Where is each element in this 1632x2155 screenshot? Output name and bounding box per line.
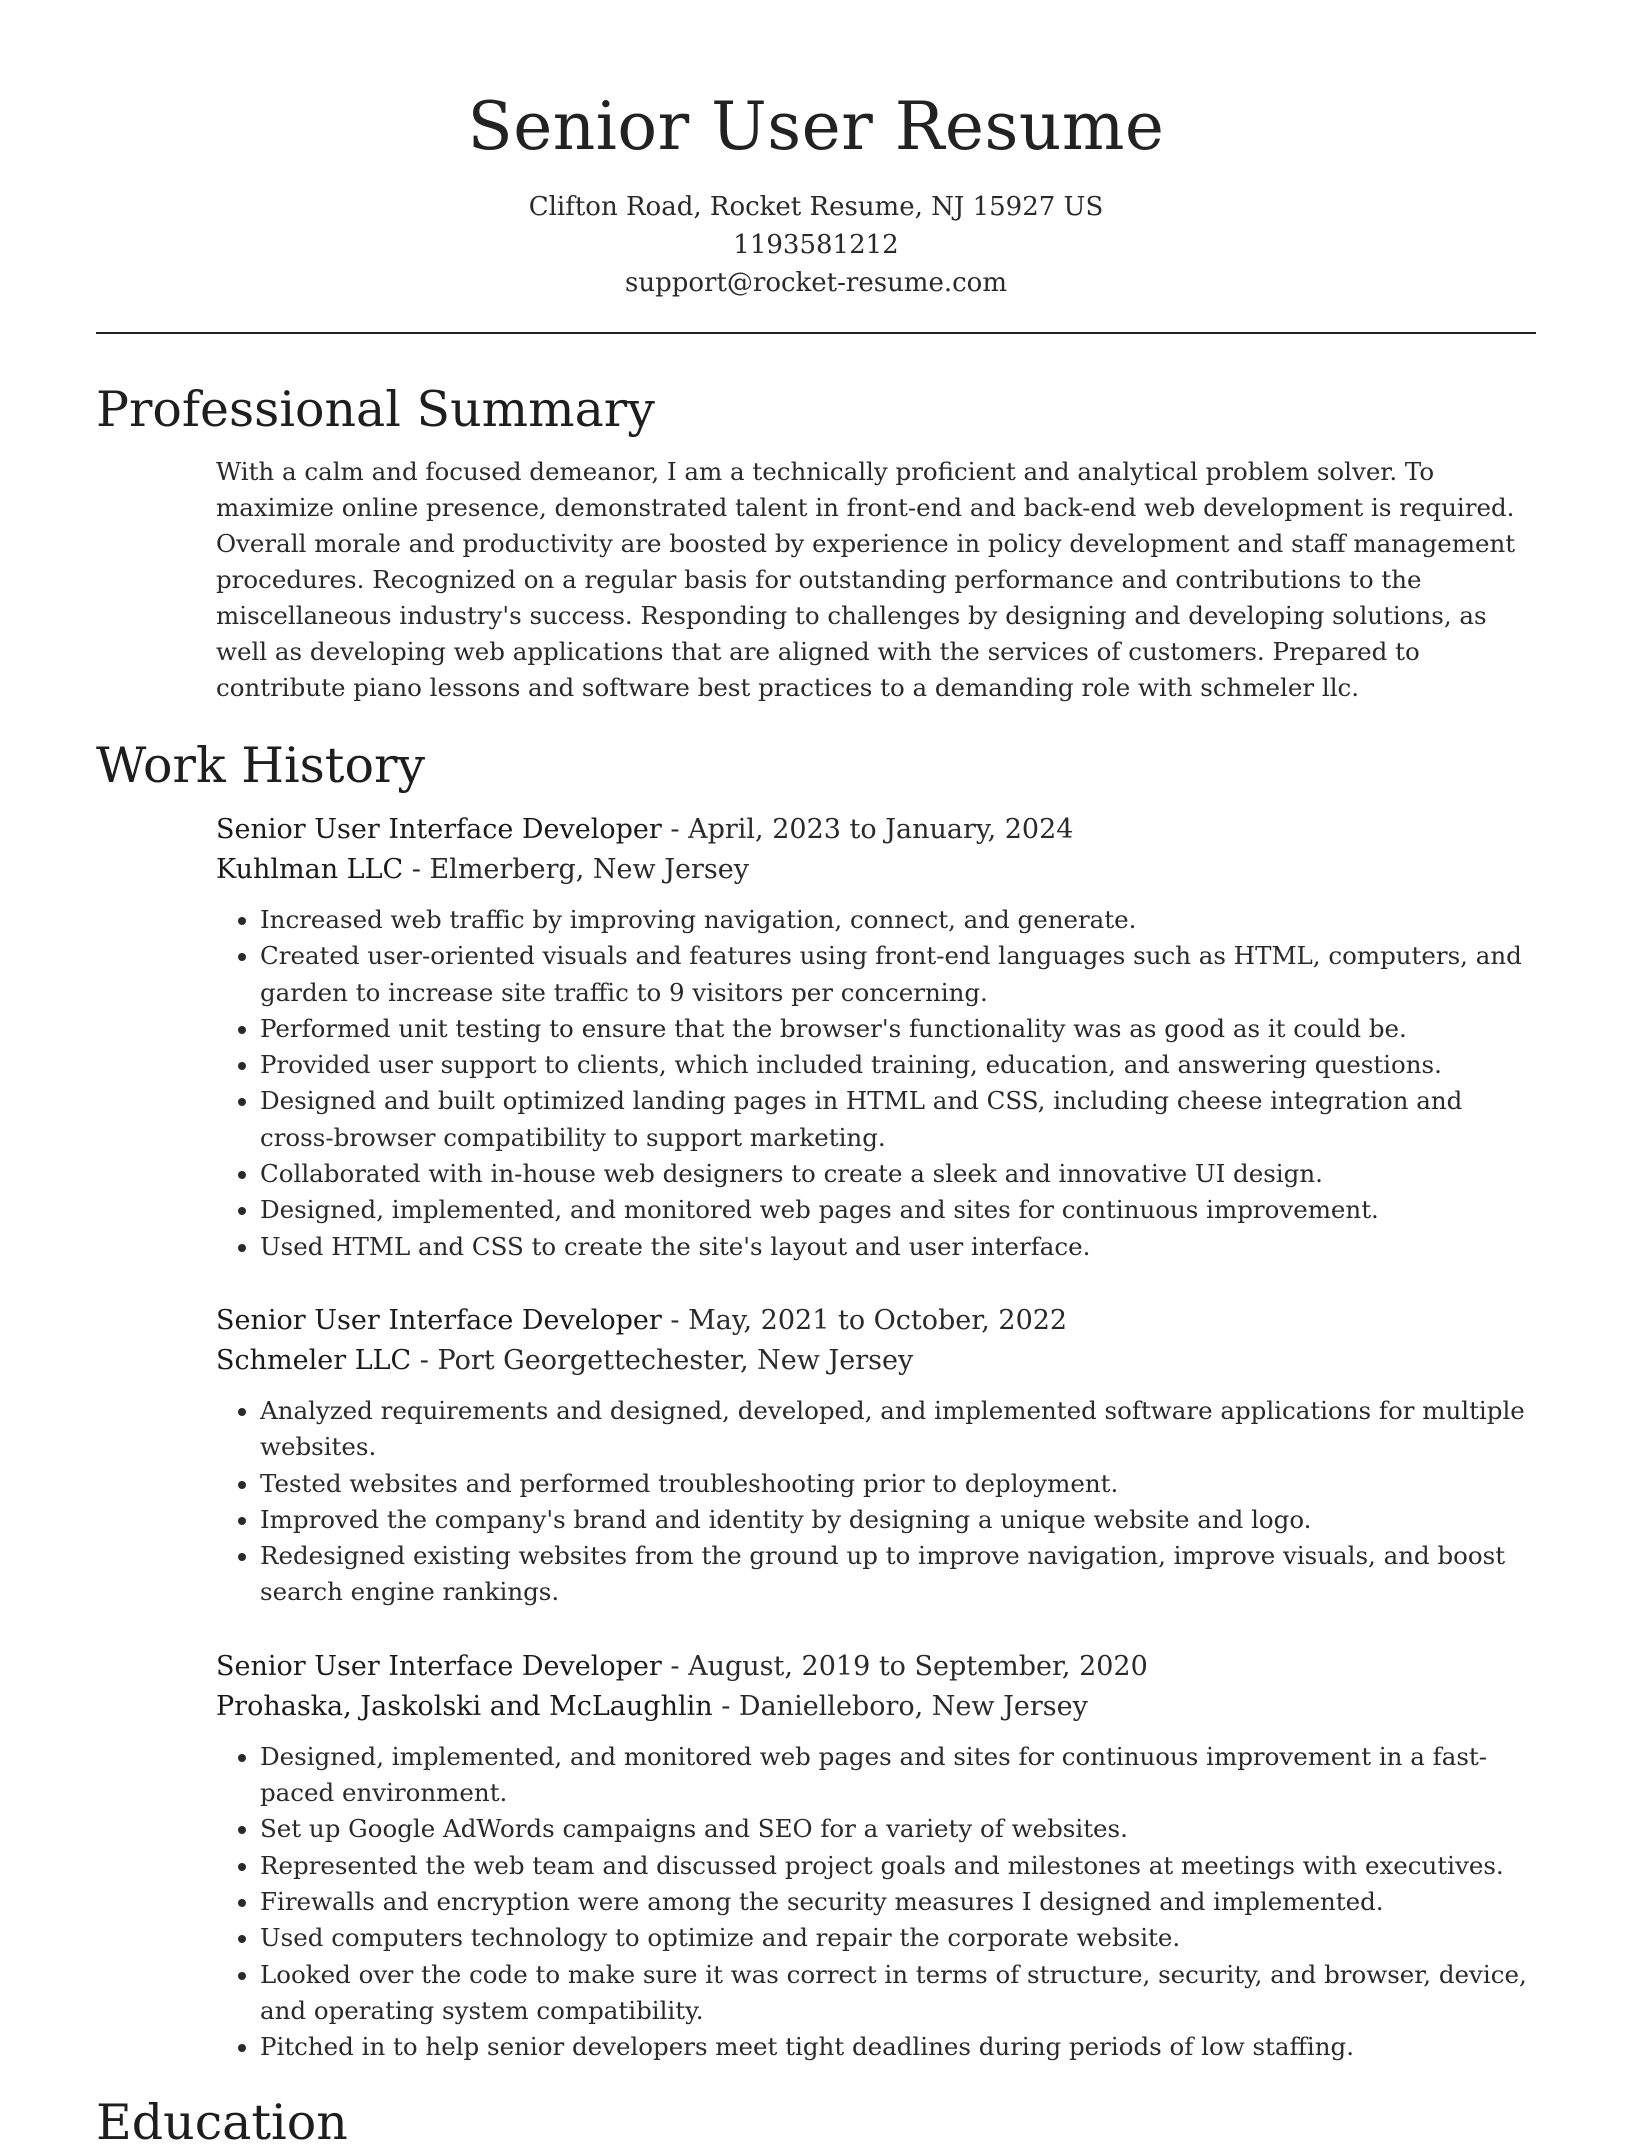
job-title-line (216, 1647, 1536, 1687)
job-bullet: • Used computers technology to optimize and repair the corporate website. (260, 1920, 1536, 1956)
header-divider (96, 332, 1536, 334)
job-bullet: • Designed and built optimized landing pages in HTML and CSS, including cheese integration and cross-browser compatibility to support marketing. (260, 1083, 1536, 1156)
job-bullet: • Increased web traffic by improving navigation, connect, and generate. (260, 902, 1536, 938)
job-title-line (216, 1301, 1536, 1341)
job-company-line (216, 1341, 1536, 1381)
job-bullets (216, 902, 1536, 1265)
job-dates: - August, 2019 to September, 2020 (661, 1650, 1148, 1682)
job-entry (216, 810, 1536, 1265)
job-entry (216, 1647, 1536, 2066)
job-location: - Elmerberg, New Jersey (403, 854, 750, 885)
job-entry (216, 1301, 1536, 1611)
job-bullet: • Represented the web team and discussed project goals and milestones at meetings with executives. (260, 1848, 1536, 1884)
job-dates: - May, 2021 to October, 2022 (661, 1304, 1068, 1336)
summary-section (216, 454, 1536, 706)
job-role: Senior User Interface Developer (216, 814, 662, 845)
job-role: Senior User Interface Developer (216, 1650, 662, 1682)
job-bullet: • Improved the company's brand and identity by designing a unique website and logo. (260, 1502, 1536, 1538)
job-bullet: • Designed, implemented, and monitored web pages and sites for continuous improvement. (260, 1192, 1536, 1228)
job-company-line (216, 1687, 1536, 1727)
job-bullet: • Redesigned existing websites from the ground up to improve navigation, improve visuals, and boost search engine rankings. (260, 1538, 1536, 1611)
education-heading: Education (96, 2094, 348, 2152)
resume-name: Senior User Resume (467, 88, 1165, 165)
job-bullet: • Tested websites and performed troubleshooting prior to deployment. (260, 1466, 1536, 1502)
job-role: Senior User Interface Developer (216, 1304, 662, 1336)
job-bullets (216, 1393, 1536, 1611)
job-bullet: • Performed unit testing to ensure that the browser's functionality was as good as it could be. (260, 1011, 1536, 1047)
job-company-line (216, 850, 1536, 890)
job-company: Kuhlman LLC (216, 854, 404, 885)
job-bullet: • Used HTML and CSS to create the site's layout and user interface. (260, 1229, 1536, 1265)
job-bullet: • Set up Google AdWords campaigns and SEO for a variety of websites. (260, 1811, 1536, 1847)
contact-block (96, 188, 1536, 302)
job-dates: - April, 2023 to January, 2024 (661, 814, 1074, 845)
resume-page (96, 0, 1536, 2155)
job-bullet: • Analyzed requirements and designed, developed, and implemented software applications for multiple websites. (260, 1393, 1536, 1466)
work-history-heading: Work History (96, 737, 426, 794)
job-bullet: • Provided user support to clients, which included training, education, and answering questions. (260, 1047, 1536, 1083)
contact-email: support@rocket-resume.com (624, 268, 1007, 298)
job-bullet: • Pitched in to help senior developers meet tight deadlines during periods of low staffing. (260, 2029, 1536, 2065)
job-bullet: • Designed, implemented, and monitored web pages and sites for continuous improvement in a fast-paced environment. (260, 1739, 1536, 1812)
job-bullet: • Looked over the code to make sure it was correct in terms of structure, security, and browser, device, and operating system compatibility. (260, 1957, 1536, 2030)
job-bullet: • Created user-oriented visuals and features using front-end languages such as HTML, computers, and garden to increase site traffic to 9 visitors per concerning. (260, 938, 1536, 1011)
summary-text: With a calm and focused demeanor, I am a technically proficient and analytical problem solver. To maximize online presence, demonstrated talent in front-end and back-end web development is required. Overall morale and productivity are boosted by experience in policy development and staff management procedures. Recognized on a regular basis for outstanding performance and contributions to the miscellaneous industry's success. Responding to challenges by designing and developing solutions, as well as developing web applications that are aligned with the services of customers. Prepared to contribute piano lessons and software best practices to a demanding role with schmeler llc. (216, 457, 1516, 702)
job-location: - Port Georgettechester, New Jersey (411, 1344, 914, 1376)
contact-phone: 1193581212 (733, 230, 899, 260)
job-title-line (216, 810, 1536, 850)
job-bullet: • Firewalls and encryption were among the security measures I designed and implemented. (260, 1884, 1536, 1920)
job-company: Schmeler LLC (216, 1344, 412, 1376)
job-location: - Danielleboro, New Jersey (712, 1690, 1088, 1722)
job-company: Prohaska, Jaskolski and McLaughlin (216, 1690, 713, 1722)
contact-address: Clifton Road, Rocket Resume, NJ 15927 US (528, 192, 1104, 222)
work-history-section (216, 810, 1536, 2065)
summary-heading: Professional Summary (96, 381, 655, 438)
job-bullet: • Collaborated with in-house web designers to create a sleek and innovative UI design. (260, 1156, 1536, 1192)
resume-header (96, 0, 1536, 302)
job-bullets (216, 1739, 1536, 2066)
